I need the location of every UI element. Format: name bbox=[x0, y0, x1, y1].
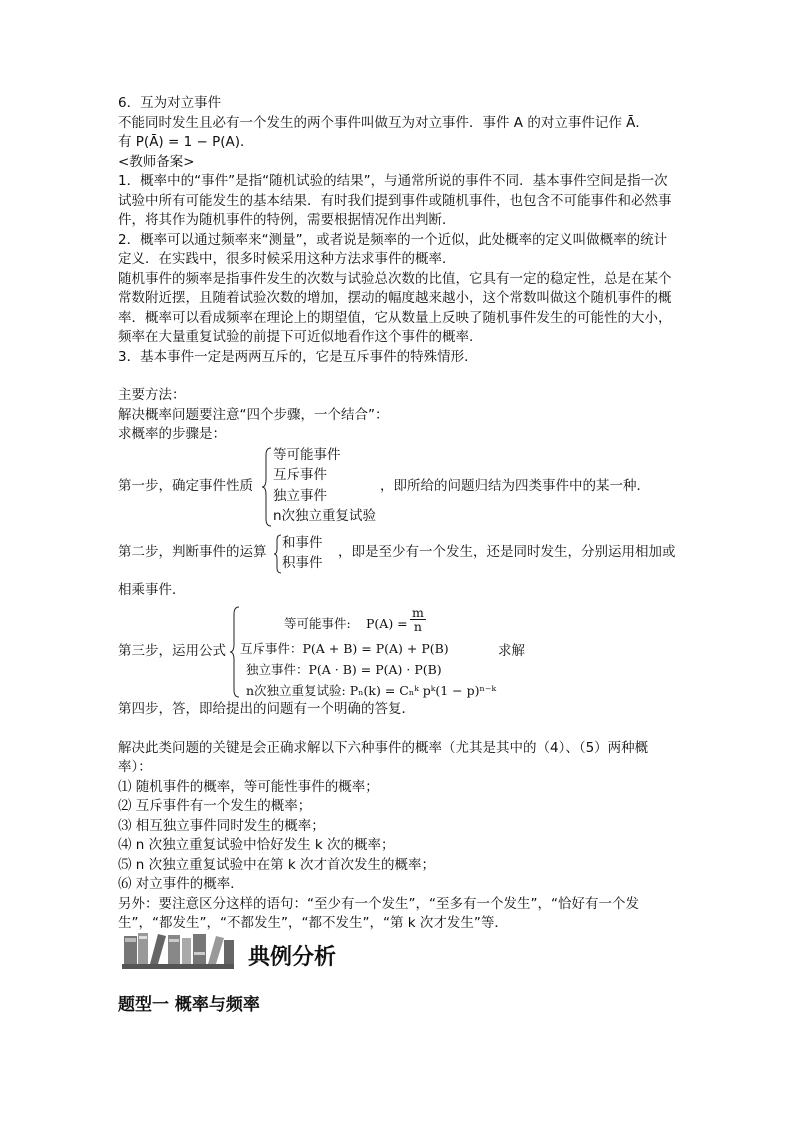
formula-independent: 独立事件：P(A · B) = P(A) · P(B) bbox=[246, 662, 442, 677]
step-2-tail-2: 相乘事件． bbox=[118, 581, 186, 598]
section-subheading: 题型一 概率与频率 bbox=[118, 995, 260, 1015]
left-brace-icon bbox=[262, 447, 272, 527]
key-item-3: ⑶ 相互独立事件同时发生的概率； bbox=[118, 817, 325, 834]
document-body bbox=[118, 94, 678, 934]
left-brace-icon bbox=[274, 534, 282, 574]
step-3-label: 第三步，运用公式 bbox=[118, 643, 226, 659]
key-intro: 解决此类问题的关键是会正确求解以下六种事件的概率（尤其是其中的（4）、（5）两种概率）： bbox=[118, 739, 649, 775]
formula-mutually-exclusive: 互斥事件：P(A + B) = P(A) + P(B) bbox=[240, 641, 449, 656]
option-product-event: 积事件 bbox=[282, 554, 323, 571]
section-6-line-2: 有 P(Ā) = 1 − P(A)． bbox=[118, 134, 254, 150]
key-item-6: ⑹ 对立事件的概率． bbox=[118, 876, 244, 892]
formula-equally-likely: 等可能事件: P(A) = $\frac{m}{n}$ bbox=[284, 605, 424, 634]
section-heading: 典例分析 bbox=[248, 945, 337, 970]
option-mutually-exclusive: 互斥事件 bbox=[273, 467, 327, 483]
teacher-note-1: 1．概率中的“事件”是指“随机试验的结果”，与通常所说的事件不同．基本事件空间是指一次试验中所有可能发生的基本结果．有时我们提到事件或随机事件，也包含不可能事件和必然事件，将其作为随机事件的特例，需要根据情况作出判断． bbox=[118, 173, 672, 228]
section-6-line-1: 不能同时发生且必有一个发生的两个事件叫做互为对立事件．事件 A 的对立事件记作 Ā． bbox=[118, 114, 649, 131]
key-note: 另外：要注意区分这样的语句：“至少有一个发生”，“至多有一个发生”，“恰好有一个发生”，“都发生”，“不都发生”，“都不发生”，“第 k 次才发生”等． bbox=[118, 895, 639, 931]
key-item-1: ⑴ 随机事件的概率，等可能性事件的概率； bbox=[118, 778, 379, 795]
step-1-label: 第一步，确定事件性质 bbox=[118, 477, 253, 494]
step-2-tail: ，即是至少有一个发生，还是同时发生，分别运用相加或 bbox=[338, 543, 676, 560]
step-3-tail: 求解 bbox=[498, 643, 525, 659]
option-sum-event: 和事件 bbox=[282, 534, 323, 551]
option-independent: 独立事件 bbox=[273, 487, 327, 504]
step-2-options bbox=[282, 533, 323, 573]
steps-title: 求概率的步骤是： bbox=[118, 426, 226, 442]
methods-title: 主要方法： bbox=[118, 387, 186, 403]
teacher-note-3: 随机事件的频率是指事件发生的次数与试验总次数的比值，它具有一定的稳定性，总是在某个常数附近摆，且随着试验次数的增加，摆动的幅度越来越小，这个常数叫做这个随机事件的概率．概率可以看成频率在理论上的期望值，它从数量上反映了随机事件发生的可能性的大小，频率在大量重复试验的前提下可近似地看作这个事件的概率． bbox=[118, 270, 672, 345]
teacher-notes-header: <教师备案> bbox=[118, 153, 195, 170]
key-item-5: ⑸ n 次独立重复试验中在第 k 次才首次发生的概率； bbox=[118, 856, 436, 873]
teacher-note-4: 3．基本事件一定是两两互斥的，它是互斥事件的特殊情形． bbox=[118, 348, 478, 365]
step-2 bbox=[118, 533, 678, 575]
step-3 bbox=[118, 604, 678, 700]
key-item-2: ⑵ 互斥事件有一个发生的概率； bbox=[118, 798, 312, 814]
section-6-title: 6．互为对立事件 bbox=[118, 95, 222, 111]
left-brace-icon bbox=[230, 606, 240, 698]
teacher-note-2: 2．概率可以通过频率来“测量”，或者说是频率的一个近似，此处概率的定义叫做概率的统计定义．在实践中，很多时候采用这种方法求事件的概率． bbox=[118, 231, 668, 267]
step-1 bbox=[118, 445, 678, 531]
books-logo-icon bbox=[120, 930, 238, 970]
step-1-options bbox=[273, 445, 376, 527]
step-2-label: 第二步，判断事件的运算 bbox=[118, 543, 267, 560]
formula-bernoulli: n次独立重复试验: Pₙ(k) = Cₙᵏ pᵏ(1 − p)ⁿ⁻ᵏ bbox=[246, 683, 497, 698]
option-equally-likely: 等可能事件 bbox=[273, 446, 341, 463]
formula-block bbox=[240, 604, 496, 701]
option-bernoulli: n次独立重复试验 bbox=[273, 508, 377, 524]
key-item-4: ⑷ n 次独立重复试验中恰好发生 k 次的概率； bbox=[118, 837, 395, 853]
step-1-tail: ，即所给的问题归结为四类事件中的某一种． bbox=[380, 477, 650, 494]
step-4: 第四步，答，即给提出的问题有一个明确的答复． bbox=[118, 701, 415, 717]
methods-intro: 解决概率问题要注意“四个步骤，一个结合”： bbox=[118, 406, 389, 423]
